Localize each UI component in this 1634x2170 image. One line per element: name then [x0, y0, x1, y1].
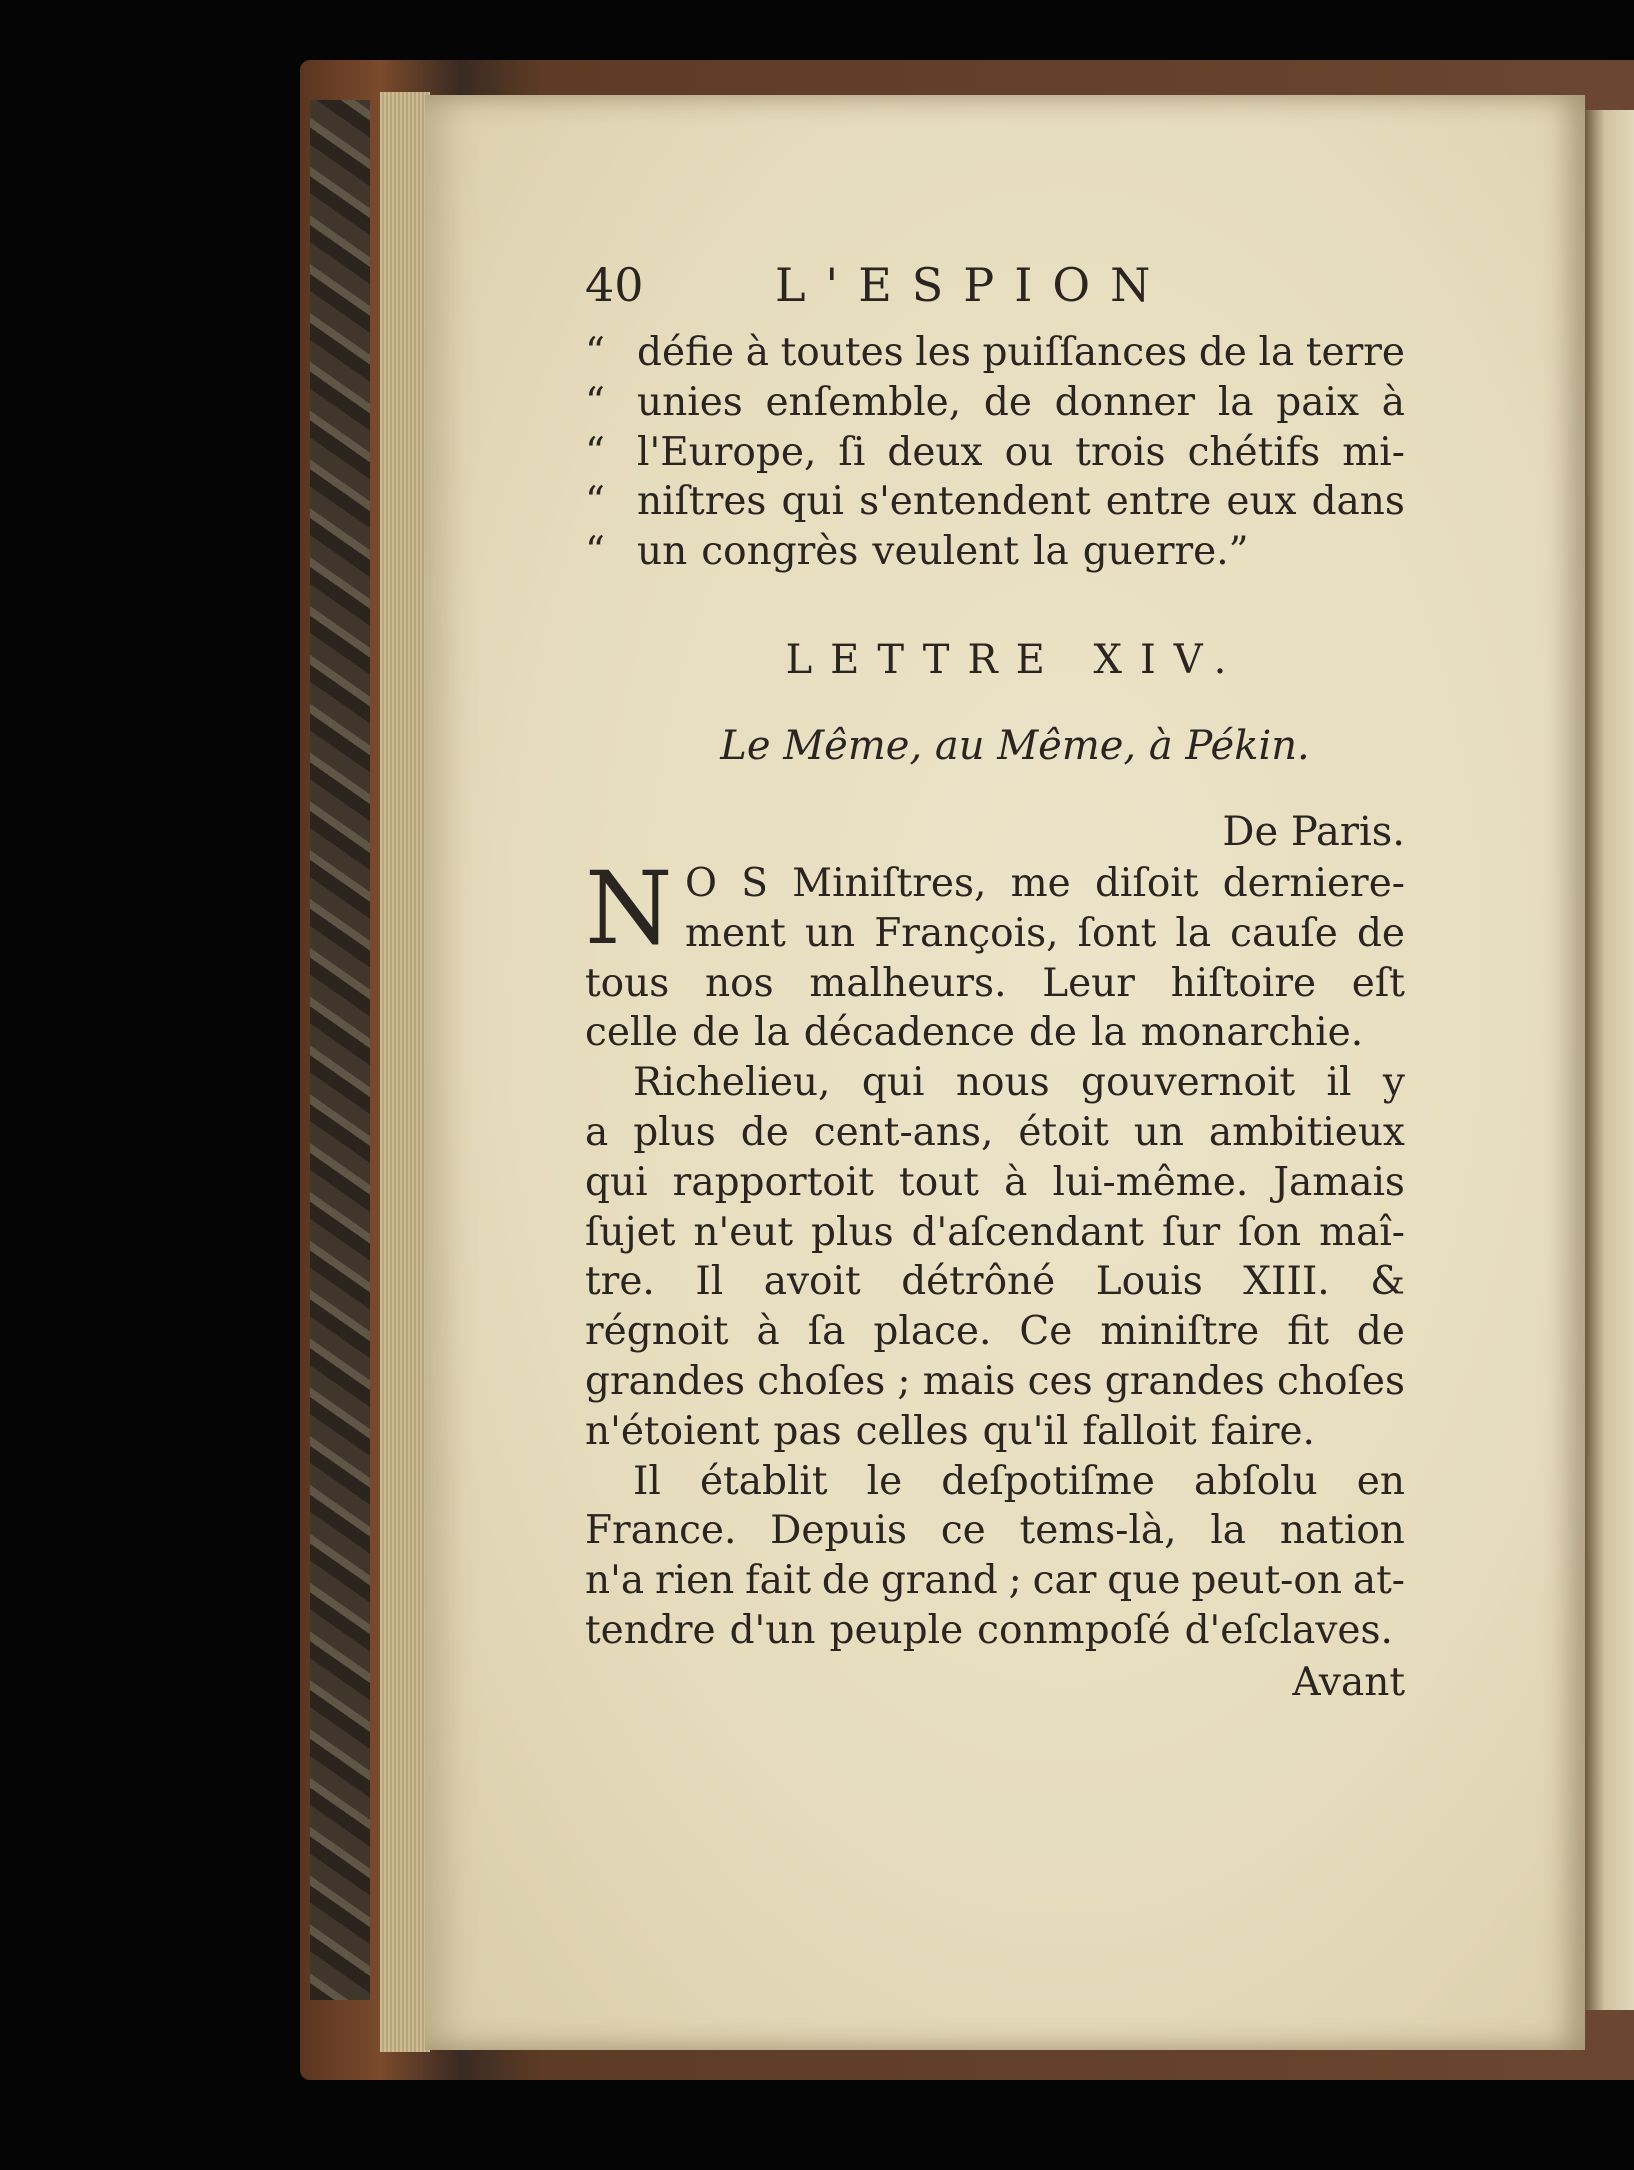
- text-line: a plus de cent-ans, étoit un ambitieux: [585, 1109, 1405, 1155]
- quote-line: [585, 477, 1405, 527]
- quote-mark: “: [585, 379, 605, 425]
- running-title: L'ESPION: [775, 258, 1171, 312]
- text-line: n'étoient pas celles qu'il falloit faire.: [585, 1408, 1315, 1454]
- letter-heading: LETTRE XIV.: [785, 636, 1245, 683]
- text-line: tous nos malheurs. Leur hiſtoire eſt: [585, 960, 1405, 1006]
- marbled-endpaper: [310, 100, 370, 2000]
- text-line: tendre d'un peuple conmpoſé d'eſclaves.: [585, 1607, 1393, 1653]
- text-line: tre. Il avoit détrôné Louis XIII. &: [585, 1259, 1405, 1305]
- body-text: [585, 959, 1405, 1656]
- letter-place: De Paris.: [1222, 808, 1405, 855]
- page-number: 40: [585, 258, 644, 312]
- page-content: [585, 258, 1405, 1708]
- opening-lines: [585, 849, 1405, 967]
- facing-page-edge: [1585, 110, 1634, 2010]
- quote-line: [585, 328, 1405, 378]
- quote-mark: “: [585, 330, 605, 375]
- quote-text: unies enſemble, de donner la paix à: [637, 379, 1405, 425]
- text-line: n'a rien fait de grand ; car que peut-on at-: [585, 1558, 1405, 1604]
- text-line: O S Miniſtres, me diſoit derniere-: [685, 860, 1405, 906]
- text-line: ſujet n'eut plus d'aſcendant ſur ſon maî-: [585, 1209, 1405, 1255]
- text-line: France. Depuis ce tems-là, la nation: [585, 1508, 1405, 1554]
- text-line: qui rapportoit tout à lui-même. Jamais: [585, 1159, 1405, 1205]
- quote-line: [585, 428, 1405, 478]
- quote-mark: “: [585, 529, 605, 575]
- running-head: [585, 258, 1405, 328]
- text-line: grandes choſes ; mais ces grandes choſes: [585, 1358, 1405, 1404]
- opening-paragraph: [585, 849, 1405, 967]
- quote-mark: “: [585, 479, 605, 525]
- drop-cap: N: [585, 849, 673, 967]
- page-edges: [380, 92, 430, 2052]
- text-line: ment un François, ſont la cauſe de: [685, 910, 1405, 956]
- quote-line: [585, 378, 1405, 428]
- text-line: Il établit le deſpotiſme abſolu en: [633, 1458, 1405, 1504]
- text-line: celle de la décadence de la monarchie.: [585, 1010, 1364, 1056]
- text-line: Richelieu, qui nous gouvernoit il y: [633, 1060, 1405, 1106]
- quote-line: [585, 527, 1405, 577]
- quote-text: un congrès veulent la guerre.”: [637, 529, 1249, 575]
- quote-text: l'Europe, ſi deux ou trois chétifs mi-: [637, 429, 1405, 475]
- quote-text: défie à toutes les puiſſances de la terre: [637, 330, 1405, 375]
- catchword: Avant: [1292, 1659, 1405, 1705]
- quote-block: [585, 328, 1405, 577]
- letter-subtitle: Le Même, au Même, à Pékin.: [720, 722, 1310, 769]
- text-line: régnoit à ſa place. Ce miniſtre fit de: [585, 1309, 1405, 1355]
- quote-text: niſtres qui s'entendent entre eux dans: [637, 479, 1405, 525]
- quote-mark: “: [585, 429, 605, 475]
